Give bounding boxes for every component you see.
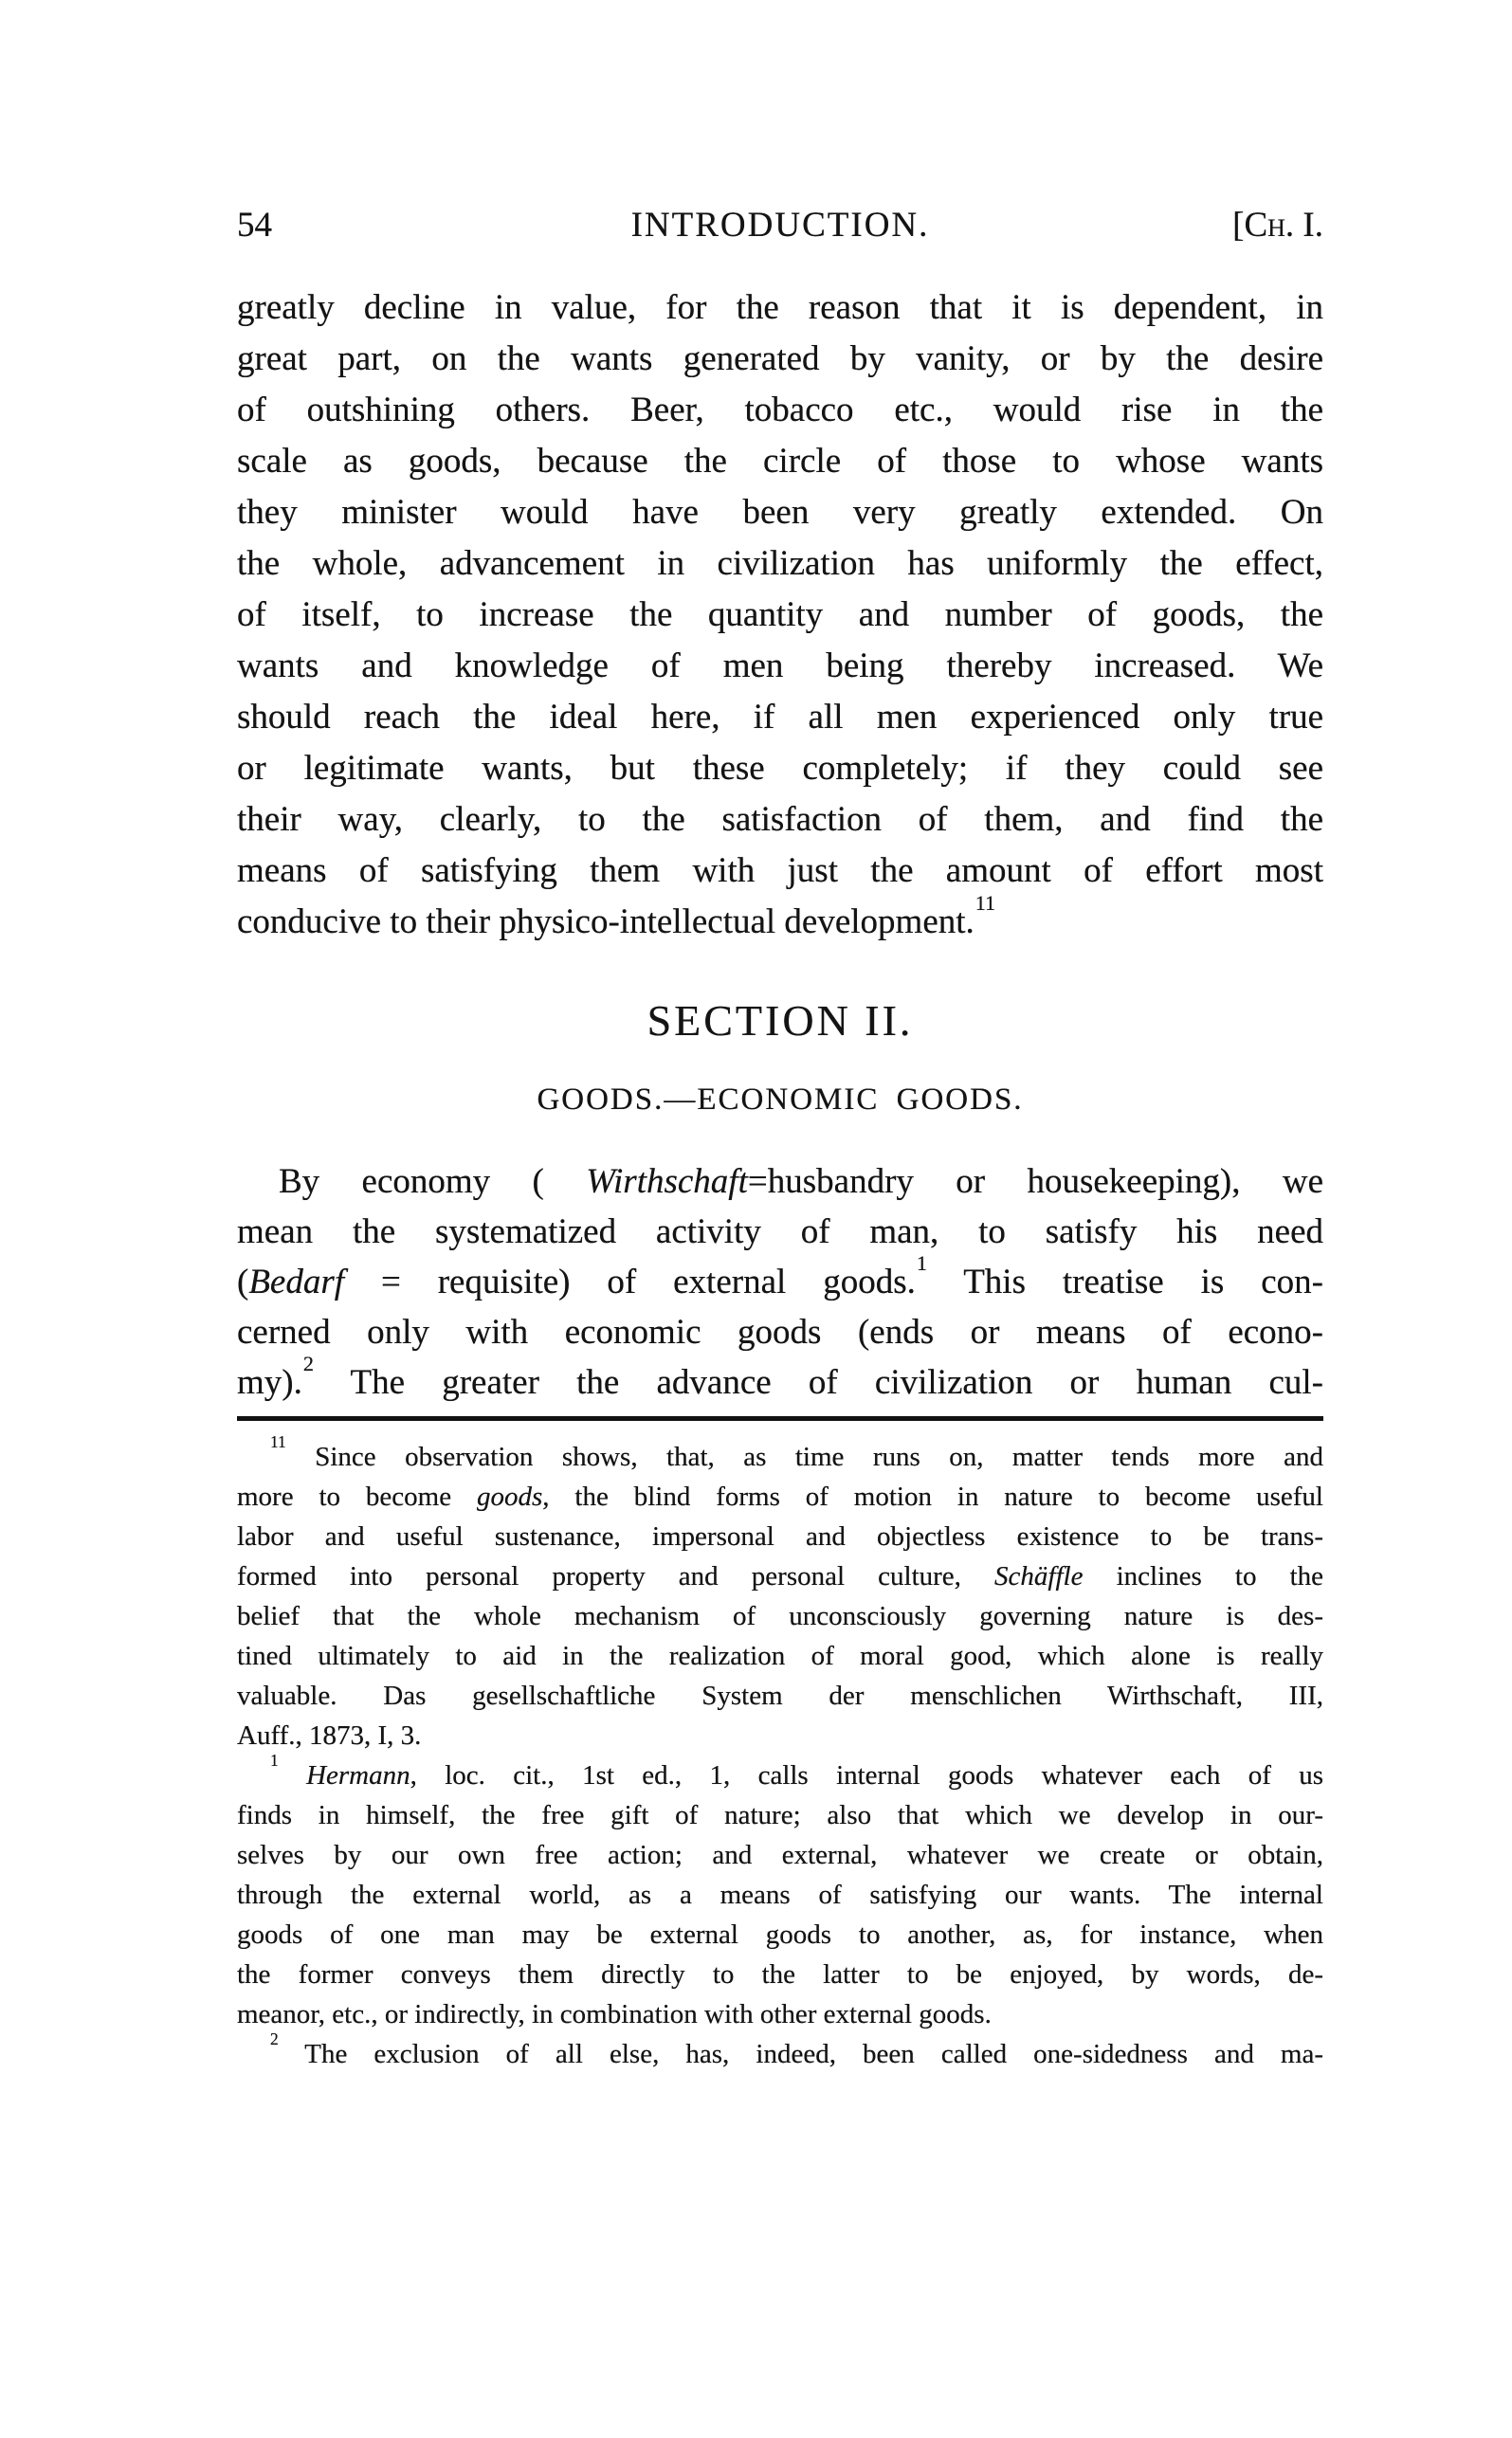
- text-line: [237, 1156, 1323, 1207]
- text-line: [237, 1835, 1323, 1875]
- text-line: [237, 590, 1323, 641]
- text-run: they minister would have been very greatly extended. On: [237, 493, 1323, 532]
- footnote-marker: 1: [270, 1750, 279, 1770]
- text-run: scale as goods, because the circle of those to whose wants: [237, 442, 1323, 481]
- footnote-marker: 2: [302, 1351, 314, 1375]
- text-run: The exclusion of all else, has, indeed, been called one-sidedness and ma-: [278, 2039, 1323, 2069]
- text-run: selves by our own free action; and external, whatever we create or obtain,: [237, 1840, 1323, 1870]
- text-run: The greater the advance of civilization or human cul-: [313, 1363, 1323, 1402]
- chapter-label: [Ch. I.: [1232, 206, 1323, 245]
- text-run: , the blind forms of motion in nature to become useful: [542, 1482, 1323, 1512]
- text-line: [237, 846, 1323, 897]
- text-line: [237, 641, 1323, 692]
- text-run: great part, on the wants generated by vanity, or by the desire: [237, 339, 1323, 378]
- text-run: finds in himself, the free gift of nature; also that which we develop in our-: [237, 1800, 1323, 1830]
- text-run: should reach the ideal here, if all men experienced only true: [237, 698, 1323, 737]
- text-run: more to become: [237, 1482, 477, 1512]
- text-line: [237, 1207, 1323, 1257]
- text-run: goods of one man may be external goods to another, as, for instance, when: [237, 1919, 1323, 1950]
- footnote-marker: 1: [916, 1250, 927, 1275]
- footnote-marker: 11: [270, 1431, 286, 1451]
- footnote-block: [237, 1431, 1324, 2074]
- text-line: [237, 436, 1323, 487]
- text-run: the former conveys them directly to the latter to be enjoyed, by words, de-: [237, 1959, 1323, 1990]
- text-line: [237, 1994, 1323, 2034]
- page-number: 54: [237, 206, 272, 245]
- italic-run: Wirthschaft: [586, 1162, 748, 1201]
- footnote-11: [237, 1431, 1324, 1756]
- text-line: [237, 1716, 1323, 1756]
- text-run: of outshining others. Beer, tobacco etc., would rise in the: [237, 391, 1323, 429]
- text-line: [237, 538, 1323, 590]
- text-run: greatly decline in value, for the reason that it is dependent, in: [237, 288, 1323, 327]
- text-line: [237, 1556, 1323, 1596]
- text-run: the whole, advancement in civilization has uniformly the effect,: [237, 544, 1323, 583]
- italic-run: Hermann: [306, 1760, 410, 1791]
- text-line: [237, 1596, 1323, 1636]
- text-line: [237, 1250, 1323, 1307]
- text-line: [237, 1636, 1323, 1676]
- text-line: [237, 487, 1323, 538]
- text-line: [237, 1955, 1323, 1994]
- text-run: [279, 1760, 306, 1791]
- text-run: By economy (: [279, 1162, 587, 1201]
- text-line: [237, 385, 1323, 436]
- text-run: of itself, to increase the quantity and number of goods, the: [237, 595, 1323, 634]
- text-line: [237, 1431, 1323, 1477]
- page-header: [237, 205, 1323, 250]
- text-run: cerned only with economic goods (ends or means of econo-: [237, 1313, 1323, 1352]
- text-run: means of satisfying them with just the amount of effort most: [237, 851, 1323, 890]
- text-line: [237, 1307, 1323, 1357]
- text-run: conducive to their physico-intellectual development.: [237, 902, 975, 941]
- footnote-marker: 11: [975, 890, 996, 915]
- footnote-divider: [237, 1416, 1323, 1421]
- text-run: , loc. cit., 1st ed., 1, calls internal goods whatever each of us: [410, 1760, 1324, 1791]
- text-run: formed into personal property and personal culture,: [237, 1561, 995, 1592]
- text-run: mean the systematized activity of man, to satisfy his need: [237, 1212, 1323, 1251]
- text-run: meanor, etc., or indirectly, in combination with other external goods.: [237, 1999, 992, 2029]
- text-run: inclines to the: [1083, 1561, 1324, 1592]
- text-run: labor and useful sustenance, impersonal and objectless existence to be trans-: [237, 1521, 1323, 1552]
- text-run: (: [237, 1263, 249, 1301]
- text-line: [237, 1915, 1323, 1955]
- text-line: [237, 2029, 1323, 2074]
- text-line: [237, 743, 1323, 794]
- paragraph-continuation: [237, 282, 1323, 948]
- text-run: =husbandry or housekeeping), we: [747, 1162, 1323, 1201]
- text-run: my).: [237, 1363, 302, 1402]
- text-line: [237, 334, 1323, 385]
- italic-run: goods: [476, 1482, 543, 1512]
- text-line: [237, 890, 1323, 948]
- text-line: [237, 1517, 1323, 1556]
- text-line: [237, 1795, 1323, 1835]
- text-run: or legitimate wants, but these completely; if they could see: [237, 749, 1323, 788]
- section-heading: SECTION II.: [647, 996, 914, 1045]
- paragraph-economy: [237, 1156, 1323, 1408]
- text-line: [237, 1351, 1323, 1408]
- italic-run: Schäffle: [994, 1561, 1084, 1592]
- text-run: valuable. Das gesellschaftliche System der menschlichen Wirthschaft, III,: [237, 1681, 1323, 1711]
- text-line: [237, 794, 1323, 846]
- text-run: = requisite) of external goods.: [344, 1263, 916, 1301]
- text-run: their way, clearly, to the satisfaction of them, and find the: [237, 800, 1323, 839]
- text-run: belief that the whole mechanism of unconsciously governing nature is des-: [237, 1601, 1323, 1631]
- text-run: Auff., 1873, I, 3.: [237, 1720, 422, 1751]
- text-run: through the external world, as a means of satisfying our wants. The internal: [237, 1880, 1323, 1910]
- running-title: INTRODUCTION.: [630, 206, 930, 245]
- text-line: [237, 1875, 1323, 1915]
- text-run: tined ultimately to aid in the realization of moral good, which alone is really: [237, 1641, 1323, 1671]
- text-line: [237, 282, 1323, 334]
- italic-run: Bedarf: [248, 1263, 345, 1301]
- text-run: Since observation shows, that, as time runs on, matter tends more and: [285, 1442, 1323, 1472]
- footnote-2: [237, 2029, 1323, 2074]
- footnote-1: [237, 1750, 1324, 2034]
- section-subheading: GOODS.—ECONOMIC GOODS.: [537, 1083, 1024, 1117]
- text-line: [237, 1676, 1323, 1716]
- text-run: This treatise is con-: [926, 1263, 1323, 1301]
- text-line: [237, 692, 1323, 743]
- text-line: [237, 1477, 1323, 1517]
- text-line: [237, 1750, 1324, 1795]
- text-run: wants and knowledge of men being thereby increased. We: [237, 646, 1323, 685]
- footnote-marker: 2: [270, 2029, 279, 2048]
